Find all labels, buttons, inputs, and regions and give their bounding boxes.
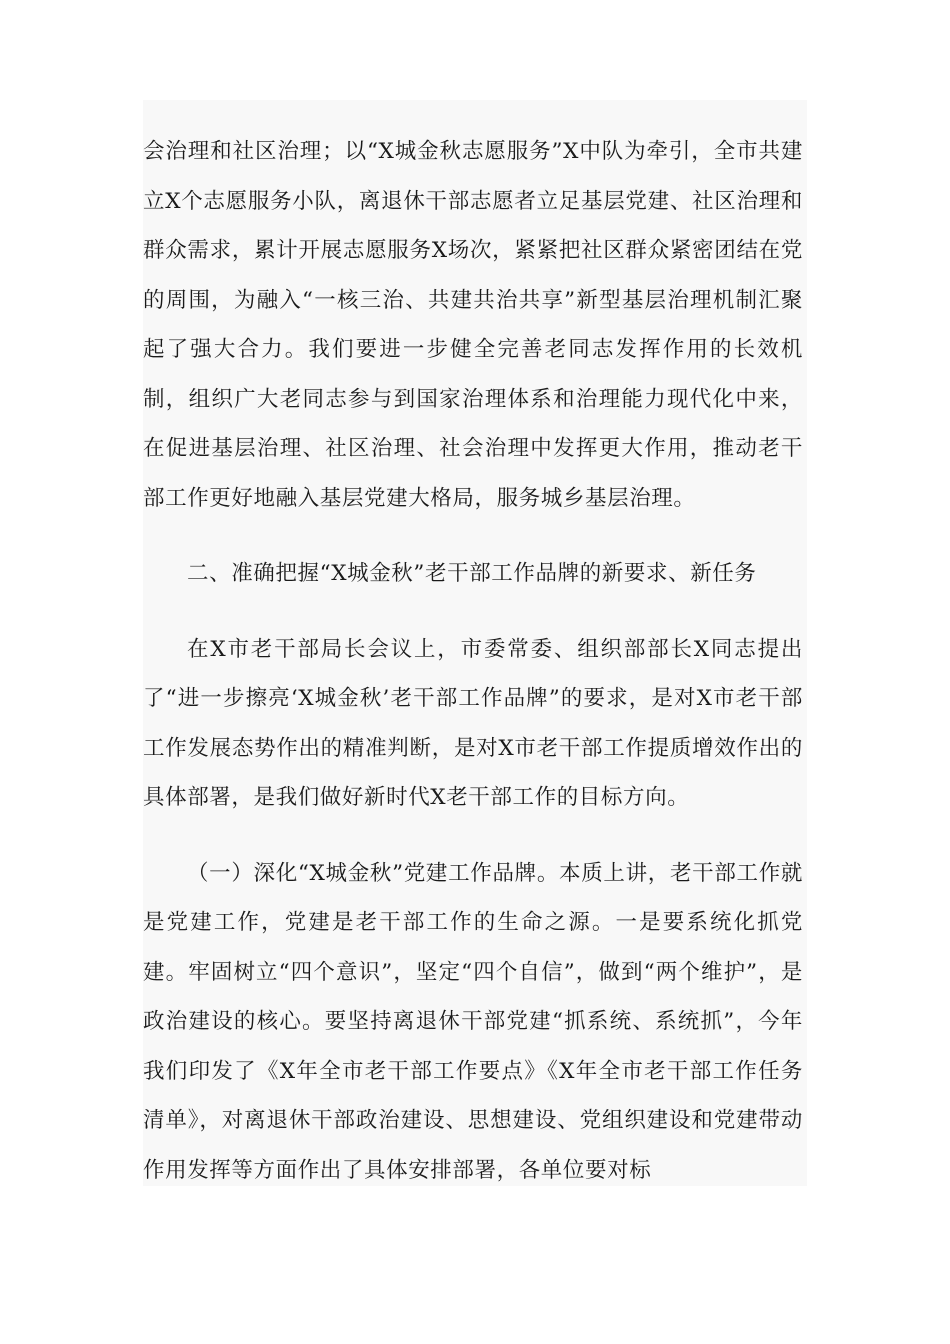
paragraph-continuation: 会治理和社区治理；以“X城金秋志愿服务”X中队为牵引，全市共建立X个志愿服务小队，离退休干部志愿者立足基层党建、社区治理和群众需求，累计开展志愿服务X场次，紧紧把社区群众紧密团结在党的周围，为融入“一核三治、共建共治共享”新型基层治理机制汇聚起了强大合力。我们要进一步健全完善老同志发挥作用的长效机制，组织广大老同志参与到国家治理体系和治理能力现代化中来，在促进基层治理、社区治理、社会治理中发挥更大作用，推动老干部工作更好地融入基层党建大格局，服务城乡基层治理。 xyxy=(143,139,803,511)
section-heading: 二、准确把握“X城金秋”老干部工作品牌的新要求、新任务 xyxy=(187,561,757,586)
paragraph-subsection: （一）深化“X城金秋”党建工作品牌。本质上讲，老干部工作就是党建工作，党建是老干部工作的生命之源。一是要系统化抓党建。牢固树立“四个意识”，坚定“四个自信”，做到“两个维护”，是政治建设的核心。要坚持离退休干部党建“抓系统、系统抓”，今年我们印发了《X年全市老干部工作要点》《X年全市老干部工作任务清单》，对离退休干部政治建设、思想建设、党组织建设和党建带动作用发挥等方面作出了具体安排部署，各单位要对标 xyxy=(143,860,803,1183)
paragraph: 在X市老干部局长会议上，市委常委、组织部部长X同志提出了“进一步擦亮‘X城金秋’老干部工作品牌”的要求，是对X市老干部工作发展态势作出的精准判断，是对X市老干部工作提质增效作出的具体部署，是我们做好新时代X老干部工作的目标方向。 xyxy=(143,636,803,810)
document-body xyxy=(143,127,803,1195)
document-page xyxy=(143,100,807,1186)
